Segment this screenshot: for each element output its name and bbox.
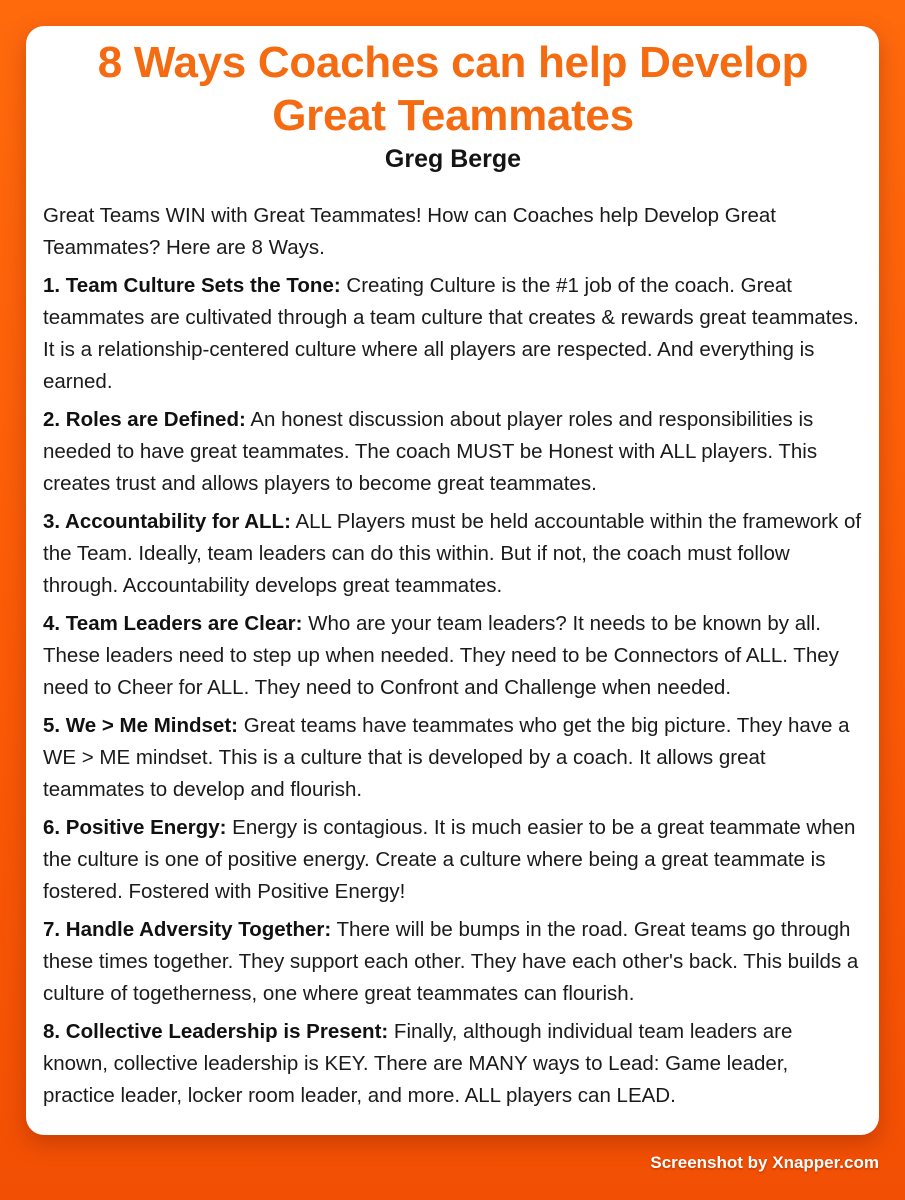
point-heading: 8. Collective Leadership is Present:: [43, 1020, 389, 1043]
point-body: There will be bumps in the road. Great teams go through these times together. They support each other. They have each other's back. This builds a culture of togetherness, one where great teammates can flourish.: [43, 918, 859, 1005]
content-card: [26, 26, 879, 1135]
point-heading: 1. Team Culture Sets the Tone:: [43, 274, 341, 297]
point-heading: 4. Team Leaders are Clear:: [43, 612, 303, 635]
point-heading: 6. Positive Energy:: [43, 816, 227, 839]
list-item: [43, 710, 863, 806]
list-item: [43, 1016, 863, 1112]
page-title: 8 Ways Coaches can help Develop Great Teammates: [97, 38, 809, 140]
intro-paragraph: Great Teams WIN with Great Teammates! How can Coaches help Develop Great Teammates? Here are 8 Ways.: [43, 204, 776, 259]
point-heading: 3. Accountability for ALL:: [43, 510, 291, 533]
point-body: Creating Culture is the #1 job of the coach. Great teammates are cultivated through a team culture that creates & rewards great teammates. It is a relationship-centered culture where all players are respected. And everything is earned.: [43, 274, 859, 393]
point-heading: 5. We > Me Mindset:: [43, 714, 238, 737]
point-body: Great teams have teammates who get the big picture. They have a WE > ME mindset. This is a culture that is developed by a coach. It allows great teammates to develop and flourish.: [43, 714, 850, 801]
point-heading: 7. Handle Adversity Together:: [43, 918, 332, 941]
list-item: [43, 270, 863, 398]
author-name: Greg Berge: [384, 145, 522, 173]
point-heading: 2. Roles are Defined:: [43, 408, 246, 431]
list-item: [43, 914, 863, 1010]
list-item: [43, 608, 863, 704]
list-item: [43, 506, 863, 602]
point-body: Finally, although individual team leaders are known, collective leadership is KEY. There are MANY ways to Lead: Game leader, practice leader, locker room leader, and more. ALL players can LEAD.: [43, 1020, 793, 1107]
point-body: ALL Players must be held accountable within the framework of the Team. Ideally, team leaders can do this within. But if not, the coach must follow through. Accountability develops great teammates.: [43, 510, 862, 597]
point-body: Energy is contagious. It is much easier to be a great teammate when the culture is one of positive energy. Create a culture where being a great teammate is fostered. Fostered with Positive Energy!: [43, 816, 856, 903]
list-item: [43, 404, 863, 500]
list-item: [43, 812, 863, 908]
watermark-credit: Screenshot by Xnapper.com: [650, 1153, 879, 1172]
point-body: Who are your team leaders? It needs to be known by all. These leaders need to step up when needed. They need to be Connectors of ALL. They need to Cheer for ALL. They need to Confront and Challenge when needed.: [43, 612, 839, 699]
point-body: An honest discussion about player roles and responsibilities is needed to have great teammates. The coach MUST be Honest with ALL players. This creates trust and allows players to become great teammates.: [43, 408, 818, 495]
